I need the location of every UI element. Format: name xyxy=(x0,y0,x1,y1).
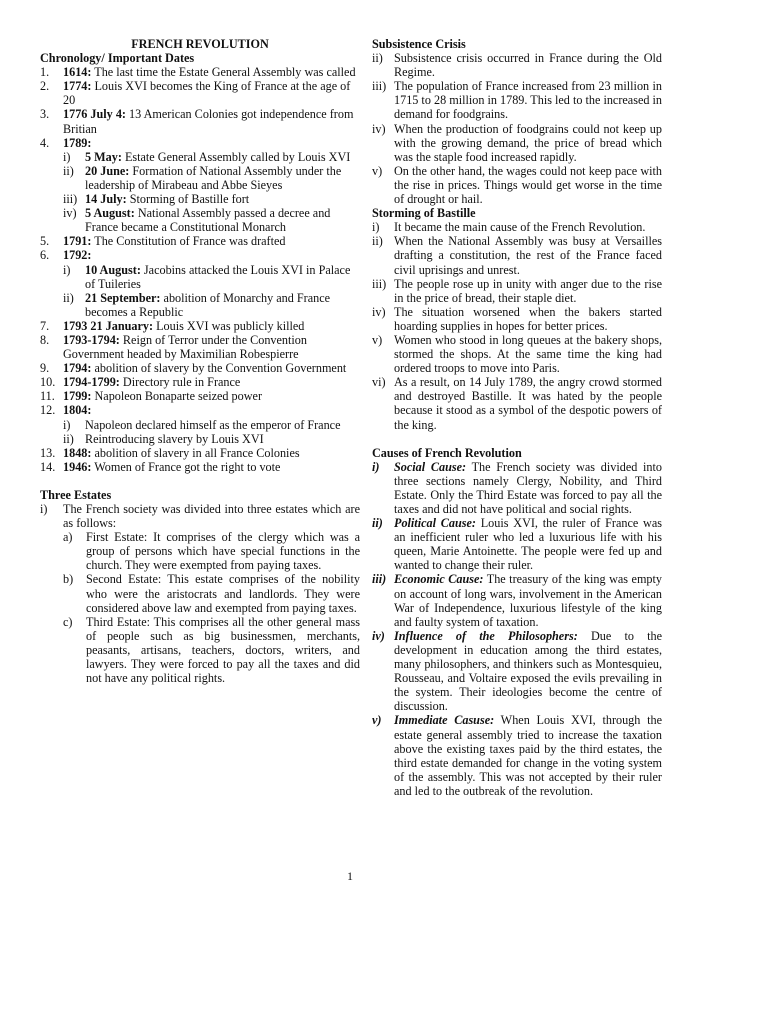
chronology-subitem xyxy=(40,291,360,319)
cause-item xyxy=(372,572,662,628)
chronology-item xyxy=(40,375,360,389)
bastille-item-text: When the National Assembly was busy at Versailles drafting a constitution, the rest of the France faced civil uprisings and unrest. xyxy=(394,234,662,277)
chronology-description: National Assembly passed a decree and France became a Constitutional Monarch xyxy=(85,206,331,235)
cause-label: Social Cause: xyxy=(394,459,467,474)
subsistence-item xyxy=(372,122,662,164)
bastille-heading: Storming of Bastille xyxy=(372,206,476,221)
chronology-description: abolition of slavery by the Convention Government xyxy=(91,361,347,376)
cause-description: The treasury of the king was empty on account of long wars, involvement in the American War of Independence, luxurious lifestyle of the king and faulty system of taxation. xyxy=(394,572,662,629)
estate-item xyxy=(40,572,360,614)
chronology-item xyxy=(40,389,360,403)
chronology-item xyxy=(40,234,360,248)
chronology-description: The Constitution of France was drafted xyxy=(91,234,286,249)
list-number: ii) xyxy=(372,516,383,531)
chronology-date: 1799: xyxy=(63,389,92,404)
chronology-date: 1774: xyxy=(63,79,92,94)
three-estates-heading: Three Estates xyxy=(40,487,112,502)
sublist-number: iv) xyxy=(63,206,77,221)
chronology-description: Estate General Assembly called by Louis XVI xyxy=(121,149,351,164)
subsistence-item-text: Subsistence crisis occurred in France during the Old Regime. xyxy=(394,51,662,80)
list-number: iii) xyxy=(372,79,387,94)
chronology-date: 21 September: xyxy=(85,290,161,305)
chronology-date: 1793 21 January: xyxy=(63,318,154,333)
list-number: 1. xyxy=(40,65,50,80)
cause-description: Due to the development in education among the third estates, many philosophers, and thinkers such as Montesquieu, Rousseau, and Voltaire exposed the evils prevailing in the system. Their ideologies become the centre of discussion. xyxy=(394,628,662,714)
cause-item xyxy=(372,516,662,572)
chronology-description: Reintroducing slavery by Louis XVI xyxy=(85,431,264,446)
cause-item-text xyxy=(394,713,662,798)
three-estates-intro-text: The French society was divided into three estates which are as follows: xyxy=(63,502,360,531)
document-title: FRENCH REVOLUTION xyxy=(131,37,269,51)
estate-item-text: Second Estate: This estate comprises of the nobility who were the aristocrats and landlords. They were considered above law and exempted from paying taxes. xyxy=(86,572,360,615)
chronology-item-text xyxy=(63,403,360,417)
chronology-subitem xyxy=(40,418,360,432)
chronology-description: The last time the Estate General Assembly was called xyxy=(91,65,356,80)
bastille-item xyxy=(372,234,662,276)
cause-item-text xyxy=(394,516,662,572)
bastille-item xyxy=(372,220,662,234)
page-number: 1 xyxy=(347,869,353,883)
chronology-subitem xyxy=(40,206,360,234)
chronology-subitem xyxy=(40,263,360,291)
causes-heading: Causes of French Revolution xyxy=(372,445,522,460)
chronology-item-text xyxy=(63,446,360,460)
chronology-description: Formation of National Assembly under the leadership of Mirabeau and Abbe Sieyes xyxy=(85,163,342,192)
bastille-item-text: As a result, on 14 July 1789, the angry crowd stormed and destroyed Bastille. It was hated by the people because it stood as a symbol of the despotic powers of the king. xyxy=(394,375,662,432)
cause-item xyxy=(372,713,662,798)
cause-item-text xyxy=(394,572,662,628)
chronology-item xyxy=(40,361,360,375)
list-number: 2. xyxy=(40,79,50,94)
cause-item xyxy=(372,629,662,714)
cause-label: Influence of the Philosophers: xyxy=(394,628,578,643)
chronology-date: 1794: xyxy=(63,361,92,376)
cause-item-text xyxy=(394,460,662,516)
chronology-list xyxy=(40,65,360,474)
chronology-description: Women of France got the right to vote xyxy=(91,459,281,474)
chronology-item-text xyxy=(63,389,360,403)
causes-list xyxy=(372,460,662,798)
list-number: iv) xyxy=(372,628,385,643)
cause-description: When Louis XVI, through the estate general assembly tried to increase the taxation above the existing taxes paid by the third estates, the third estate demanded for change in the voting system of the assembly. This was not accepted by their ruler and led to the outbreak of the revolution. xyxy=(394,713,662,798)
chronology-item-text xyxy=(63,361,360,375)
chronology-description: Napoleon Bonaparte seized power xyxy=(91,389,262,404)
list-number: 14. xyxy=(40,459,56,474)
bastille-item-text: It became the main cause of the French Revolution. xyxy=(394,220,646,235)
list-number: vi) xyxy=(372,375,386,390)
chronology-description: Louis XVI was publicly killed xyxy=(153,318,305,333)
bastille-list xyxy=(372,220,662,431)
list-number: 4. xyxy=(40,135,50,150)
chronology-item-text xyxy=(63,79,360,107)
chronology-subitem xyxy=(40,164,360,192)
chronology-date: 1804: xyxy=(63,403,92,418)
subsistence-item xyxy=(372,51,662,79)
chronology-date: 20 June: xyxy=(85,163,130,178)
sublist-number: i) xyxy=(63,262,71,277)
estate-item-text: First Estate: It comprises of the clergy which was a group of persons which have special functions in the church. They were exempted from paying taxes. xyxy=(86,530,360,573)
list-number: ii) xyxy=(372,51,383,66)
chronology-description: Directory rule in France xyxy=(119,375,241,390)
cause-description: Louis XVI, the ruler of France was an inefficient ruler who led a luxurious life with his queen, Marie Antoinette. The people were fed up and wanted to change their ruler. xyxy=(394,516,662,573)
list-number: iv) xyxy=(372,304,386,319)
chronology-item-text xyxy=(63,248,360,262)
sublist-number: iii) xyxy=(63,192,78,207)
estate-item xyxy=(40,615,360,685)
chronology-date: 10 August: xyxy=(85,262,141,277)
list-number: iii) xyxy=(372,276,387,291)
chronology-subitem xyxy=(40,432,360,446)
subsistence-item-text: When the production of foodgrains could not keep up with the growing demand, the price of bread which was the staple food increased rapidly. xyxy=(394,121,662,164)
chronology-item xyxy=(40,136,360,150)
list-number: i) xyxy=(40,502,48,516)
right-column xyxy=(372,37,662,798)
chronology-item xyxy=(40,65,360,79)
chronology-description: 13 American Colonies got independence from Britian xyxy=(63,107,354,136)
chronology-item-text xyxy=(63,65,360,79)
bastille-item-text: The people rose up in unity with anger due to the rise in the price of bread, their staple diet. xyxy=(394,276,662,305)
chronology-item xyxy=(40,248,360,262)
chronology-date: 14 July: xyxy=(85,192,127,207)
list-number: 9. xyxy=(40,361,50,376)
chronology-date: 1794-1799: xyxy=(63,375,120,390)
chronology-item xyxy=(40,446,360,460)
bastille-item-text: Women who stood in long queues at the bakery shops, stormed the shops. At the same time the king had ordered troops to move into Paris. xyxy=(394,332,662,376)
estate-item xyxy=(40,530,360,572)
chronology-subitem-text xyxy=(85,192,360,206)
chronology-item xyxy=(40,333,360,361)
three-estates-intro xyxy=(40,502,360,530)
list-number: 6. xyxy=(40,248,50,263)
chronology-item xyxy=(40,319,360,333)
spacer xyxy=(372,432,662,446)
list-letter: b) xyxy=(63,572,74,587)
chronology-item xyxy=(40,107,360,135)
chronology-item-text xyxy=(63,107,360,135)
chronology-item-text xyxy=(63,136,360,150)
list-number: 3. xyxy=(40,107,50,122)
three-estates-list xyxy=(40,530,360,685)
chronology-item xyxy=(40,460,360,474)
list-number: 10. xyxy=(40,375,56,390)
list-number: v) xyxy=(372,713,382,728)
chronology-description: Reign of Terror under the Convention Government headed by Maximilian Robespierre xyxy=(63,332,307,362)
chronology-subitem-text xyxy=(85,164,360,192)
subsistence-item xyxy=(372,164,662,206)
list-number: iii) xyxy=(372,572,387,587)
spacer xyxy=(40,474,360,488)
chronology-description: Napoleon declared himself as the emperor of France xyxy=(85,417,341,432)
chronology-date: 1792: xyxy=(63,248,92,263)
chronology-subitem-text xyxy=(85,291,360,319)
sublist-number: ii) xyxy=(63,163,74,178)
chronology-date: 1791: xyxy=(63,234,92,249)
chronology-date: 1848: xyxy=(63,445,92,460)
chronology-subitem xyxy=(40,150,360,164)
list-number: ii) xyxy=(372,234,383,249)
cause-item-text xyxy=(394,629,662,714)
chronology-subitem xyxy=(40,192,360,206)
chronology-item-text xyxy=(63,460,360,474)
chronology-subitem-text xyxy=(85,263,360,291)
subsistence-item xyxy=(372,79,662,121)
cause-description: The French society was divided into three sections namely Clergy, Nobility, and Third Estate. Only the Third Estate was forced to pay all the taxes and did not have political and social rights. xyxy=(394,459,663,516)
chronology-description: Jacobins attacked the Louis XVI in Palace of Tuileries xyxy=(85,262,351,291)
subsistence-item-text: On the other hand, the wages could not keep pace with the rise in prices. Things would get worse in the time of drought or hail. xyxy=(394,163,662,207)
chronology-date: 1789: xyxy=(63,135,92,150)
chronology-date: 1946: xyxy=(63,459,92,474)
chronology-item xyxy=(40,79,360,107)
cause-label: Immediate Casuse: xyxy=(394,713,495,728)
subsistence-list xyxy=(372,51,662,206)
list-number: v) xyxy=(372,332,383,347)
chronology-date: 5 August: xyxy=(85,206,135,221)
chronology-subitem-text xyxy=(85,418,360,432)
chronology-item-text xyxy=(63,319,360,333)
sublist-number: i) xyxy=(63,149,71,164)
cause-item xyxy=(372,460,662,516)
list-number: i) xyxy=(372,459,380,474)
chronology-item-text xyxy=(63,234,360,248)
bastille-item xyxy=(372,305,662,333)
subsistence-item-text: The population of France increased from 23 million in 1715 to 28 million in 1789. This led to the increased in demand for foodgrains. xyxy=(394,79,662,122)
bastille-item xyxy=(372,375,662,431)
estate-item-text: Third Estate: This comprises all the other general mass of people such as big businessmen, merchants, peasants, artisans, teachers, doctors, writers, and lawyers. They were forced to pay all the taxes and did not have any political rights. xyxy=(86,614,360,686)
chronology-subitem-text xyxy=(85,150,360,164)
list-number: iv) xyxy=(372,121,386,136)
list-number: 13. xyxy=(40,445,56,460)
list-number: 11. xyxy=(40,389,55,404)
list-letter: a) xyxy=(63,530,73,545)
list-number: v) xyxy=(372,163,383,178)
chronology-date: 5 May: xyxy=(85,149,122,164)
chronology-subitem-text xyxy=(85,206,360,234)
subsistence-heading: Subsistence Crisis xyxy=(372,37,466,51)
sublist-number: ii) xyxy=(63,431,74,446)
chronology-heading: Chronology/ Important Dates xyxy=(40,51,195,66)
chronology-date: 1614: xyxy=(63,65,92,80)
chronology-item xyxy=(40,403,360,417)
sublist-number: i) xyxy=(63,417,71,432)
chronology-description: abolition of slavery in all France Colonies xyxy=(91,445,300,460)
chronology-subitem-text xyxy=(85,432,360,446)
list-letter: c) xyxy=(63,614,73,629)
list-number: i) xyxy=(372,220,380,235)
chronology-item-text xyxy=(63,333,360,361)
left-column xyxy=(40,37,360,685)
chronology-date: 1776 July 4: xyxy=(63,107,126,122)
chronology-description: Louis XVI becomes the King of France at the age of 20 xyxy=(63,79,351,108)
bastille-item xyxy=(372,277,662,305)
list-number: 7. xyxy=(40,318,50,333)
list-number: 5. xyxy=(40,234,50,249)
chronology-description: abolition of Monarchy and France becomes a Republic xyxy=(85,290,331,319)
list-number: 8. xyxy=(40,332,50,347)
cause-label: Political Cause: xyxy=(394,516,476,531)
cause-label: Economic Cause: xyxy=(394,572,484,587)
bastille-item-text: The situation worsened when the bakers started hoarding supplies in hopes for better prices. xyxy=(394,304,662,333)
bastille-item xyxy=(372,333,662,375)
chronology-date: 1793-1794: xyxy=(63,332,120,347)
chronology-item-text xyxy=(63,375,360,389)
sublist-number: ii) xyxy=(63,290,74,305)
chronology-description: Storming of Bastille fort xyxy=(126,192,250,207)
list-number: 12. xyxy=(40,403,56,418)
